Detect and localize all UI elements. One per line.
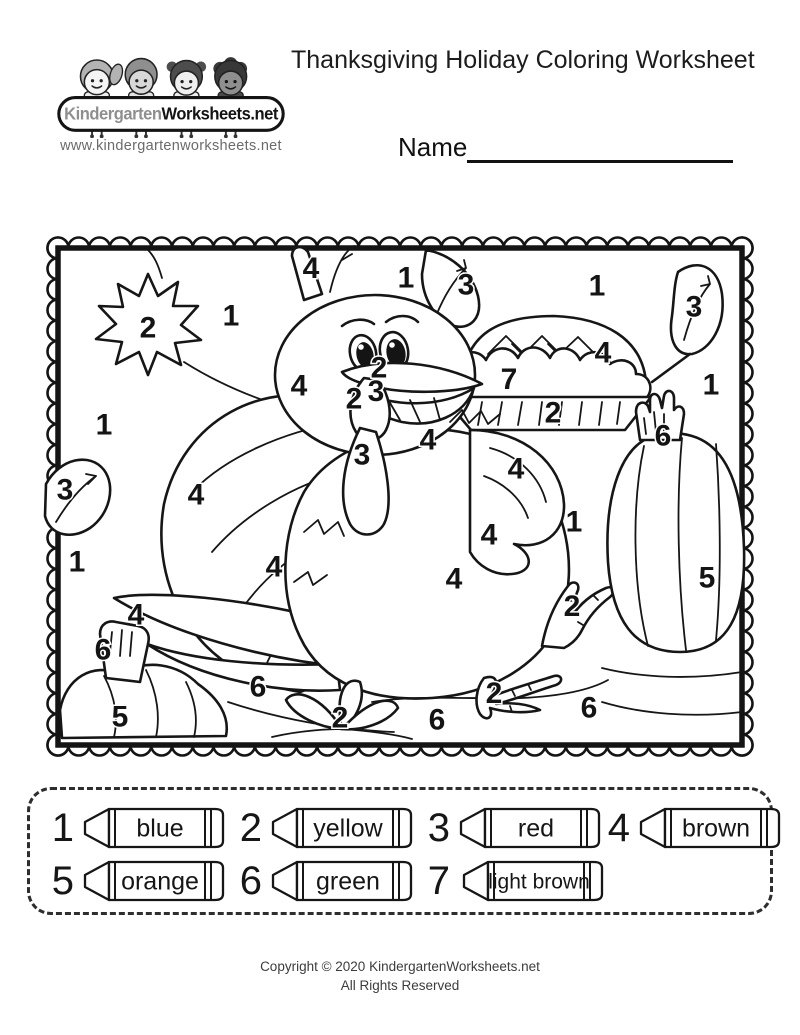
- key-entry-brown: [600, 805, 783, 851]
- svg-text:2: 2: [345, 382, 363, 416]
- crayon-icon: [269, 858, 415, 904]
- crayon-icon: [637, 805, 783, 851]
- key-entry-light-brown: [420, 858, 609, 904]
- svg-text:5: 5: [111, 700, 129, 734]
- svg-text:2: 2: [370, 351, 388, 385]
- svg-text:4: 4: [480, 518, 498, 552]
- svg-text:3: 3: [457, 268, 475, 302]
- name-label: Name: [398, 132, 468, 162]
- color-key-panel: [27, 787, 773, 915]
- svg-text:3: 3: [56, 473, 74, 507]
- crayon-label: red: [517, 814, 555, 843]
- key-number: 2: [239, 806, 262, 850]
- copyright-line: Copyright © 2020 KindergartenWorksheets.net: [260, 959, 540, 974]
- crayon-icon: [81, 805, 227, 851]
- svg-text:7: 7: [500, 362, 518, 396]
- key-number: 3: [427, 806, 450, 850]
- logo-banner-text: KindergartenWorksheets.net: [64, 103, 284, 124]
- svg-text:4: 4: [445, 562, 463, 596]
- pumpkin-right-body: [607, 433, 744, 652]
- site-logo: [52, 34, 290, 138]
- page-title: Thanksgiving Holiday Coloring Worksheet: [291, 46, 755, 74]
- name-blank-line[interactable]: [467, 130, 733, 163]
- copyright-footer: [0, 958, 800, 996]
- svg-text:6: 6: [94, 633, 112, 667]
- crayon-icon: [81, 858, 227, 904]
- crayon-label: light brown: [488, 870, 590, 894]
- key-entry-blue: [44, 805, 227, 851]
- svg-text:4: 4: [419, 423, 437, 457]
- svg-text:1: 1: [702, 368, 720, 402]
- svg-text:5: 5: [698, 561, 716, 595]
- key-number: 6: [239, 859, 262, 903]
- svg-text:3: 3: [353, 438, 371, 472]
- svg-text:1: 1: [397, 261, 415, 295]
- site-url: www.kindergartenworksheets.net: [60, 138, 282, 154]
- crayon-icon: [457, 805, 603, 851]
- svg-text:2: 2: [485, 677, 503, 710]
- key-number: 1: [51, 806, 74, 850]
- svg-text:4: 4: [507, 452, 525, 486]
- key-number: 7: [427, 859, 450, 903]
- svg-text:6: 6: [654, 419, 672, 453]
- crayon-label: orange: [121, 867, 199, 896]
- crayon-icon: [269, 805, 415, 851]
- svg-text:1: 1: [222, 299, 240, 333]
- coloring-plate: [42, 232, 758, 760]
- crayon-icon: [457, 858, 609, 904]
- key-number: 5: [51, 859, 74, 903]
- svg-text:2: 2: [544, 396, 562, 430]
- rights-line: All Rights Reserved: [340, 977, 460, 993]
- key-entry-green: [232, 858, 415, 904]
- svg-text:3: 3: [685, 290, 703, 324]
- svg-text:4: 4: [265, 550, 283, 584]
- svg-text:6: 6: [428, 703, 446, 737]
- key-entry-yellow: [232, 805, 415, 851]
- svg-text:6: 6: [249, 670, 267, 704]
- crayon-label: yellow: [313, 814, 383, 843]
- key-entry-orange: [44, 858, 227, 904]
- crayon-label: brown: [681, 814, 751, 843]
- crayon-label: green: [316, 867, 380, 896]
- svg-text:4: 4: [290, 369, 308, 403]
- crayon-label: blue: [136, 814, 184, 843]
- svg-text:3: 3: [367, 374, 385, 408]
- name-field: [398, 130, 733, 163]
- svg-text:4: 4: [187, 478, 205, 512]
- svg-text:1: 1: [95, 408, 113, 442]
- key-number: 4: [607, 806, 630, 850]
- svg-text:2: 2: [139, 311, 157, 345]
- key-entry-red: [420, 805, 603, 851]
- svg-text:6: 6: [580, 691, 598, 725]
- svg-text:1: 1: [588, 269, 606, 303]
- svg-text:2: 2: [331, 701, 349, 735]
- svg-text:4: 4: [594, 336, 612, 370]
- svg-text:4: 4: [127, 598, 145, 632]
- svg-text:2: 2: [563, 590, 581, 623]
- svg-text:1: 1: [565, 505, 583, 539]
- svg-text:1: 1: [68, 545, 86, 579]
- svg-text:4: 4: [302, 252, 320, 285]
